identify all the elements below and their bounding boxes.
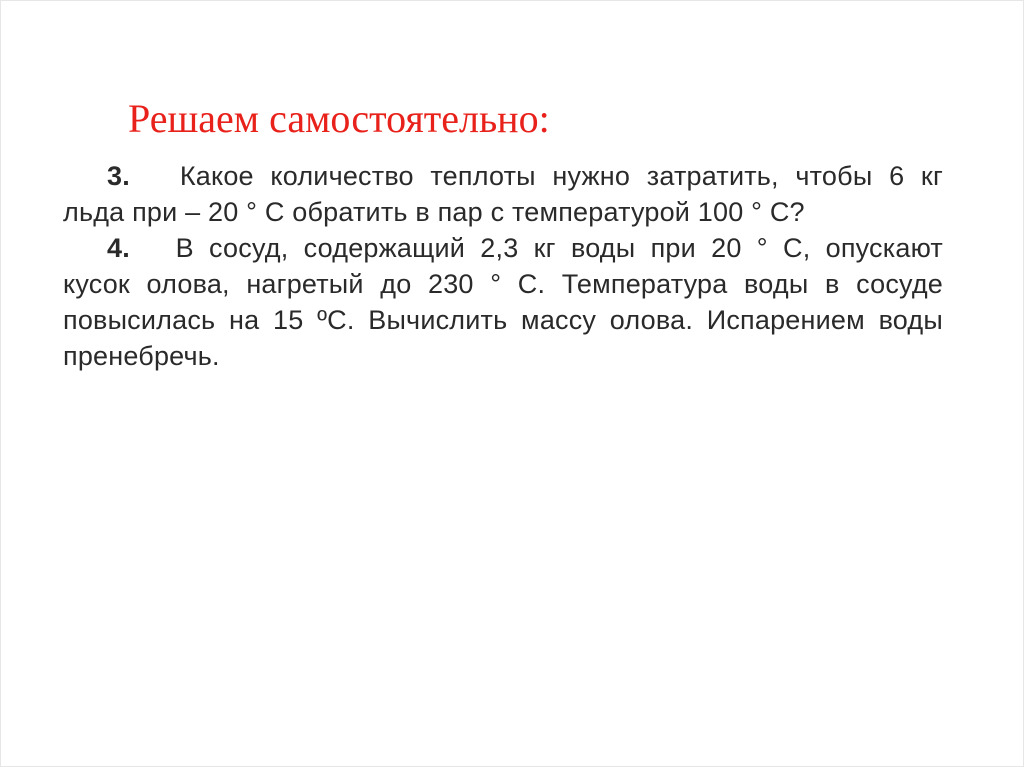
problem-4 bbox=[63, 230, 943, 374]
problem-number: 3. bbox=[107, 161, 130, 191]
problem-line: льда при – 20 ° С обратить в пар с температурой 100 ° С? bbox=[63, 197, 805, 227]
problem-line: пренебречь. bbox=[63, 341, 220, 371]
problem-3 bbox=[63, 158, 943, 230]
slide-title: Решаем самостоятельно: bbox=[128, 96, 550, 141]
problem-text: Какое количество теплоты нужно затратить, чтобы 6 кг bbox=[179, 161, 943, 191]
empty-area bbox=[63, 391, 943, 731]
problem-line: повысилась на 15 ºС. Вычислить массу олова. Испарением воды bbox=[63, 305, 943, 335]
problem-line bbox=[63, 230, 943, 266]
problem-line: кусок олова, нагретый до 230 ° С. Температура воды в сосуде bbox=[63, 269, 943, 299]
problem-line bbox=[63, 158, 943, 194]
problem-number: 4. bbox=[107, 233, 130, 263]
problem-text: В сосуд, содержащий 2,3 кг воды при 20 ° С, опускают bbox=[175, 233, 944, 263]
problem-scan bbox=[63, 158, 943, 374]
